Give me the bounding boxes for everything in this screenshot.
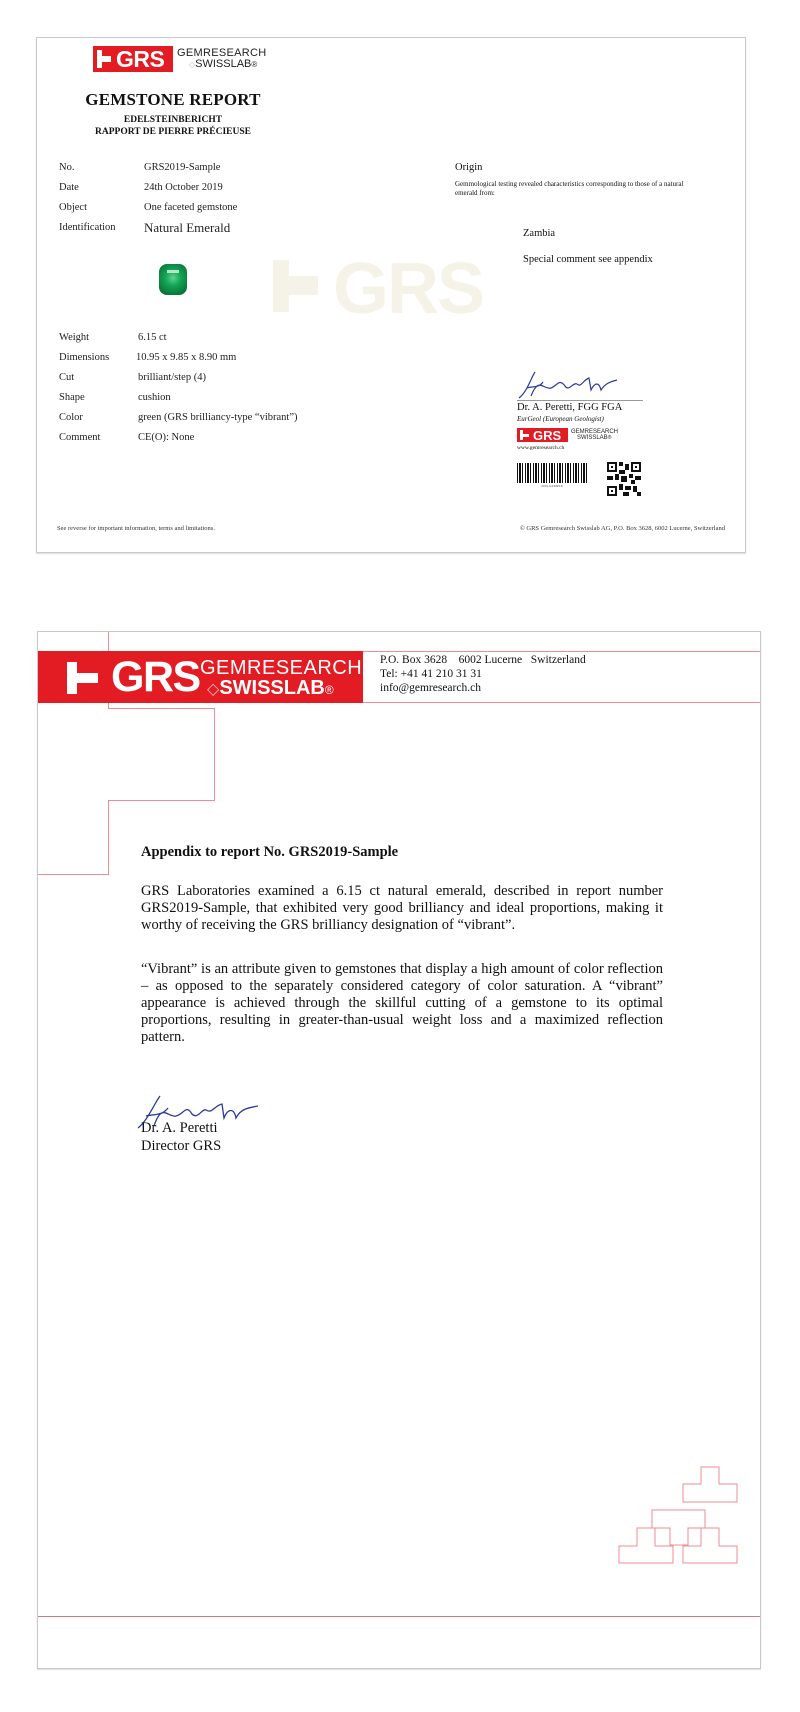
grs-logo-line2-wrap <box>177 59 266 70</box>
appendix-page <box>37 631 761 1669</box>
bottom-rule <box>38 1616 760 1617</box>
footer-left: See reverse for important information, terms and limitations. <box>57 525 215 532</box>
frame-line <box>108 708 214 709</box>
decorative-cross-pattern <box>618 1466 758 1588</box>
grs-logo-small <box>517 428 618 442</box>
field-label-object: Object <box>59 202 87 213</box>
grs-cross-icon <box>97 50 111 68</box>
grs-logo-small-line2: SWISSLAB <box>577 435 608 441</box>
origin-country: Zambia <box>523 228 556 239</box>
barcode-text: 2019-SAMPLE <box>541 484 563 488</box>
field-value-identification: Natural Emerald <box>144 220 231 235</box>
signature-line <box>517 400 643 401</box>
appendix-heading: Appendix to report No. GRS2019-Sample <box>141 844 399 860</box>
frame-line <box>363 702 760 703</box>
prop-value-comment: CE(O): None <box>138 432 195 443</box>
grs-logo <box>93 46 266 72</box>
field-label-date: Date <box>59 182 79 193</box>
header-logo-line1: GEMRESEARCH <box>200 657 363 679</box>
report-subtitle-de: EDELSTEINBERICHT <box>123 115 223 125</box>
barcode <box>517 463 587 483</box>
address: P.O. Box 3628 6002 Lucerne Switzerland <box>380 654 586 666</box>
grs-watermark <box>273 249 503 329</box>
grs-logo-small-brand: GRS <box>533 427 562 443</box>
decor-block <box>683 1467 737 1502</box>
footer-right: © GRS Gemresearch Swisslab AG, P.O. Box 3628, 6002 Lucerne, Switzerland <box>519 525 725 532</box>
gemstone-report-page <box>36 37 746 553</box>
grs-logo-small-wordmark <box>571 429 618 441</box>
registered-mark: ® <box>251 60 258 69</box>
origin-label: Origin <box>455 162 483 173</box>
director-title: Director GRS <box>141 1138 222 1154</box>
header-logo-line2: SWISSLAB <box>219 677 325 699</box>
prop-value-weight: 6.15 ct <box>138 332 167 343</box>
grs-cross-small-icon <box>520 430 529 440</box>
header-logo-brand: GRS <box>111 653 200 701</box>
frame-line <box>363 651 760 652</box>
frame-line <box>38 874 109 875</box>
field-label-no: No. <box>59 162 75 173</box>
signature-image <box>517 368 627 402</box>
prop-value-color: green (GRS brilliancy-type “vibrant”) <box>138 412 298 423</box>
grs-logo-brand: GRS <box>116 45 165 72</box>
appendix-paragraph-1: GRS Laboratories examined a 6.15 ct natural emerald, described in report number GRS2019-Sample, that exhibited very good brilliancy and ideal proportions, making it worthy of receiving the GRS brilliancy designation of “vibrant”. <box>141 883 663 933</box>
watermark-text: GRS <box>333 249 484 329</box>
grs-logo-wordmark <box>177 48 266 70</box>
prop-label-cut: Cut <box>59 372 75 383</box>
prop-label-shape: Shape <box>59 392 85 403</box>
grs-logo-line2: SWISSLAB <box>195 58 252 70</box>
grs-logo-small-line1: GEMRESEARCH <box>571 429 619 435</box>
frame-line <box>214 708 215 801</box>
decor-block <box>652 1510 705 1545</box>
prop-value-shape: cushion <box>138 392 171 403</box>
grs-logo-small-line2-wrap <box>571 435 618 441</box>
decor-block <box>683 1528 737 1563</box>
qr-code <box>607 462 641 496</box>
report-subtitle-fr: RAPPORT DE PIERRE PRÉCIEUSE <box>95 127 251 137</box>
frame-line <box>108 800 215 801</box>
header-registered-mark: ® <box>324 683 334 697</box>
prop-label-color: Color <box>59 412 83 423</box>
special-comment: Special comment see appendix <box>523 254 653 265</box>
diamond-icon-large: ◇ <box>207 681 220 698</box>
origin-description: Gemmological testing revealed characteristics corresponding to those of a natural emerald from: <box>455 180 684 197</box>
grs-logo-small-badge <box>517 428 568 442</box>
grs-logo-line1: GEMRESEARCH <box>177 47 267 59</box>
signatory-name: Dr. A. Peretti, FGG FGA <box>517 402 623 413</box>
email-link[interactable]: info@gemresearch.ch <box>380 682 481 694</box>
signatory-title: EurGeol (European Geologist) <box>517 415 604 423</box>
prop-value-cut: brilliant/step (4) <box>138 372 206 383</box>
prop-label-comment: Comment <box>59 432 101 443</box>
grs-cross-icon-large <box>67 662 98 694</box>
field-value-object: One faceted gemstone <box>144 202 238 213</box>
website-link[interactable]: www.gemresearch.ch <box>517 445 565 451</box>
header-logo-wordmark <box>200 658 362 700</box>
grs-logo-badge <box>93 46 173 72</box>
field-label-identification: Identification <box>59 222 116 233</box>
watermark-cross-icon <box>273 260 318 312</box>
decor-block <box>619 1528 673 1563</box>
frame-line <box>108 632 109 651</box>
director-name: Dr. A. Peretti <box>141 1120 218 1136</box>
prop-label-weight: Weight <box>59 332 90 343</box>
frame-line <box>108 800 109 875</box>
registered-mark-small: ® <box>607 435 612 441</box>
field-value-no: GRS2019-Sample <box>144 162 221 173</box>
report-title: GEMSTONE REPORT <box>85 90 261 109</box>
header-logo-band <box>38 651 363 703</box>
appendix-paragraph-2: “Vibrant” is an attribute given to gemstones that display a high amount of color reflection – as opposed to the separately considered category of color saturation. A “vibrant” appearance is achieved through the skillful cutting of a gemstone to its optimal proportions, resulting in greater-than-usual weight loss and a maximized reflection pattern. <box>141 961 663 1045</box>
emerald-image <box>159 264 187 295</box>
diamond-icon: ◇ <box>189 60 196 69</box>
field-value-date: 24th October 2019 <box>144 182 223 193</box>
header-logo-line2-wrap <box>200 678 362 700</box>
telephone: Tel: +41 41 210 31 31 <box>380 668 482 680</box>
prop-value-dimensions: 10.95 x 9.85 x 8.90 mm <box>136 352 237 363</box>
prop-label-dimensions: Dimensions <box>59 352 110 363</box>
